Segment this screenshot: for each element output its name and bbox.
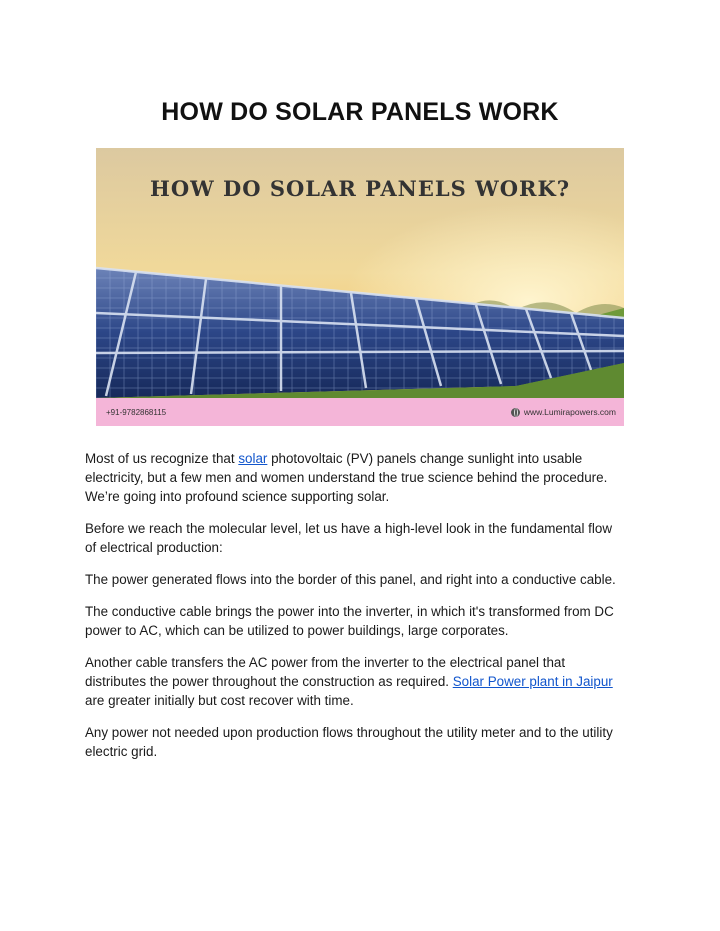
paragraph-4: The conductive cable brings the power into the inverter, in which it's transformed from DC power to AC, which can be utilized to power buildings, large corporates. [85,604,614,638]
link-solar-power-plant-jaipur[interactable]: Solar Power plant in Jaipur [452,674,613,689]
paragraph-5 [85,653,625,710]
globe-icon [511,408,520,417]
link-solar[interactable]: solar [238,451,268,466]
page-title: HOW DO SOLAR PANELS WORK [161,98,559,126]
paragraph-1 [85,449,625,506]
paragraph-5-text-b: are greater initially but cost recover with time. [85,693,354,708]
paragraph-1-text-b: photovoltaic (PV) panels change sunlight into usable electricity, but a few men and women understand the true science behind the procedure. We’re going into profound science supporting solar. [85,451,608,504]
paragraph-2: Before we reach the molecular level, let us have a high-level look in the fundamental flow of electrical production: [85,521,612,555]
paragraph-5-text-a: Another cable transfers the AC power from the inverter to the electrical panel that distributes the power throughout the construction as required. [85,655,566,689]
hero-website-text: www.Lumirapowers.com [523,407,616,417]
hero-heading: HOW DO SOLAR PANELS WORK? [149,176,570,201]
hero-phone-number: +91-9782868115 [106,408,167,417]
article-body [85,449,625,774]
hero-website [511,407,616,417]
paragraph-3: The power generated flows into the border of this panel, and right into a conductive cable. [85,572,616,587]
hero-image [96,148,624,426]
paragraph-6: Any power not needed upon production flows throughout the utility meter and to the utility electric grid. [85,725,613,759]
paragraph-1-text-a: Most of us recognize that [85,451,239,466]
